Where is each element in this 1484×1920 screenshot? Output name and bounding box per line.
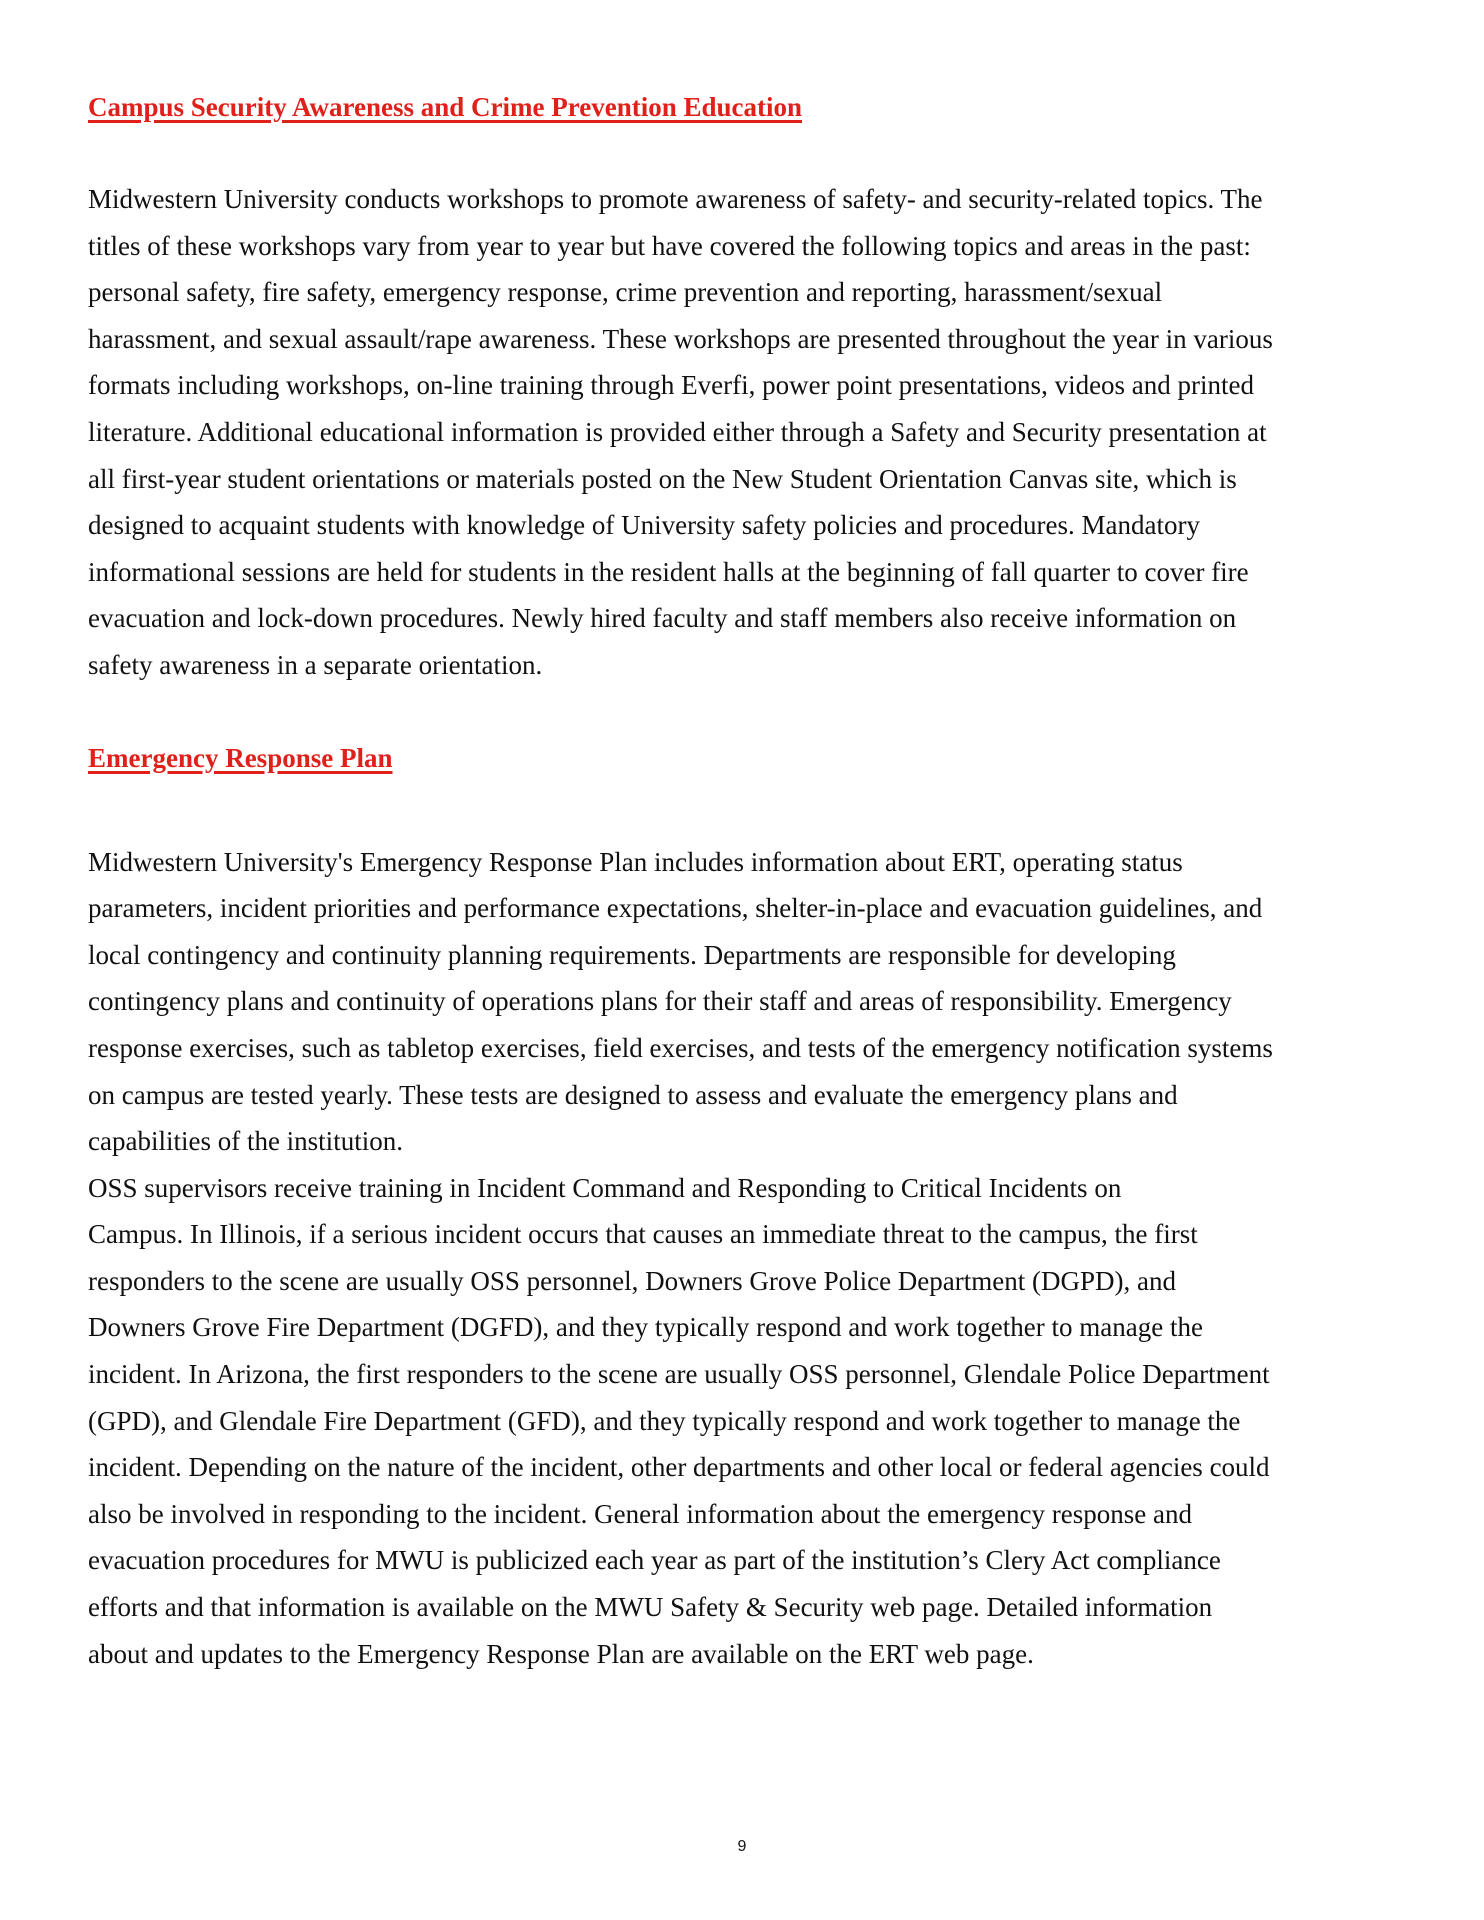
body-line: capabilities of the institution.: [88, 1126, 403, 1157]
document-page: [88, 90, 1388, 1677]
body-line: titles of these workshops vary from year to year but have covered the following topics and areas in the past:: [88, 230, 1251, 261]
body-line: response exercises, such as tabletop exercises, field exercises, and tests of the emergency notification systems: [88, 1032, 1273, 1063]
body-line: (GPD), and Glendale Fire Department (GFD), and they typically respond and work together to manage the: [88, 1405, 1241, 1436]
section-heading-emergency-response-plan: Emergency Response Plan: [88, 742, 393, 773]
body-line: about and updates to the Emergency Response Plan are available on the ERT web page.: [88, 1638, 1034, 1669]
body-line: safety awareness in a separate orientation.: [88, 649, 543, 680]
body-line: literature. Additional educational information is provided either through a Safety and Security presentation at: [88, 416, 1267, 447]
body-line: harassment, and sexual assault/rape awareness. These workshops are presented throughout the year in various: [88, 323, 1273, 354]
body-line: informational sessions are held for students in the resident halls at the beginning of fall quarter to cover fire: [88, 556, 1249, 587]
body-line: contingency plans and continuity of operations plans for their staff and areas of responsibility. Emergency: [88, 986, 1232, 1017]
body-line: Midwestern University's Emergency Response Plan includes information about ERT, operating status: [88, 846, 1183, 877]
body-line: Downers Grove Fire Department (DGFD), and they typically respond and work together to manage the: [88, 1312, 1203, 1343]
body-line: Campus. In Illinois, if a serious incident occurs that causes an immediate threat to the campus, the first: [88, 1219, 1198, 1250]
body-line: efforts and that information is available on the MWU Safety & Security web page. Detailed information: [88, 1592, 1213, 1623]
body-line: local contingency and continuity planning requirements. Departments are responsible for developing: [88, 939, 1176, 970]
body-line: evacuation procedures for MWU is publicized each year as part of the institution’s Clery Act compliance: [88, 1545, 1221, 1576]
body-line: on campus are tested yearly. These tests are designed to assess and evaluate the emergency plans and: [88, 1079, 1178, 1110]
section-body-emergency-response-plan: [88, 839, 1388, 1678]
section-body-security-awareness: [88, 176, 1388, 689]
page-number: 9: [737, 1838, 747, 1855]
body-line: also be involved in responding to the incident. General information about the emergency response and: [88, 1498, 1192, 1529]
body-line: incident. In Arizona, the first responders to the scene are usually OSS personnel, Glendale Police Department: [88, 1359, 1270, 1390]
section-heading-security-awareness: Campus Security Awareness and Crime Prevention Education: [88, 92, 803, 122]
body-line: responders to the scene are usually OSS personnel, Downers Grove Police Department (DGPD), and: [88, 1265, 1176, 1296]
body-line: all first-year student orientations or materials posted on the New Student Orientation Canvas site, which is: [88, 463, 1237, 494]
body-line: Midwestern University conducts workshops to promote awareness of safety- and security-related topics. The: [88, 184, 1263, 214]
body-line: parameters, incident priorities and performance expectations, shelter-in-place and evacuation guidelines, and: [88, 893, 1263, 924]
body-line: personal safety, fire safety, emergency response, crime prevention and reporting, harassment/sexual: [88, 277, 1163, 308]
body-line: formats including workshops, on-line training through Everfi, power point presentations, videos and printed: [88, 370, 1255, 401]
body-line: evacuation and lock-down procedures. Newly hired faculty and staff members also receive information on: [88, 603, 1237, 634]
body-line: designed to acquaint students with knowledge of University safety policies and procedures. Mandatory: [88, 510, 1200, 541]
body-line: OSS supervisors receive training in Incident Command and Responding to Critical Incidents on: [88, 1172, 1122, 1203]
body-line: incident. Depending on the nature of the incident, other departments and other local or federal agencies could: [88, 1452, 1270, 1483]
